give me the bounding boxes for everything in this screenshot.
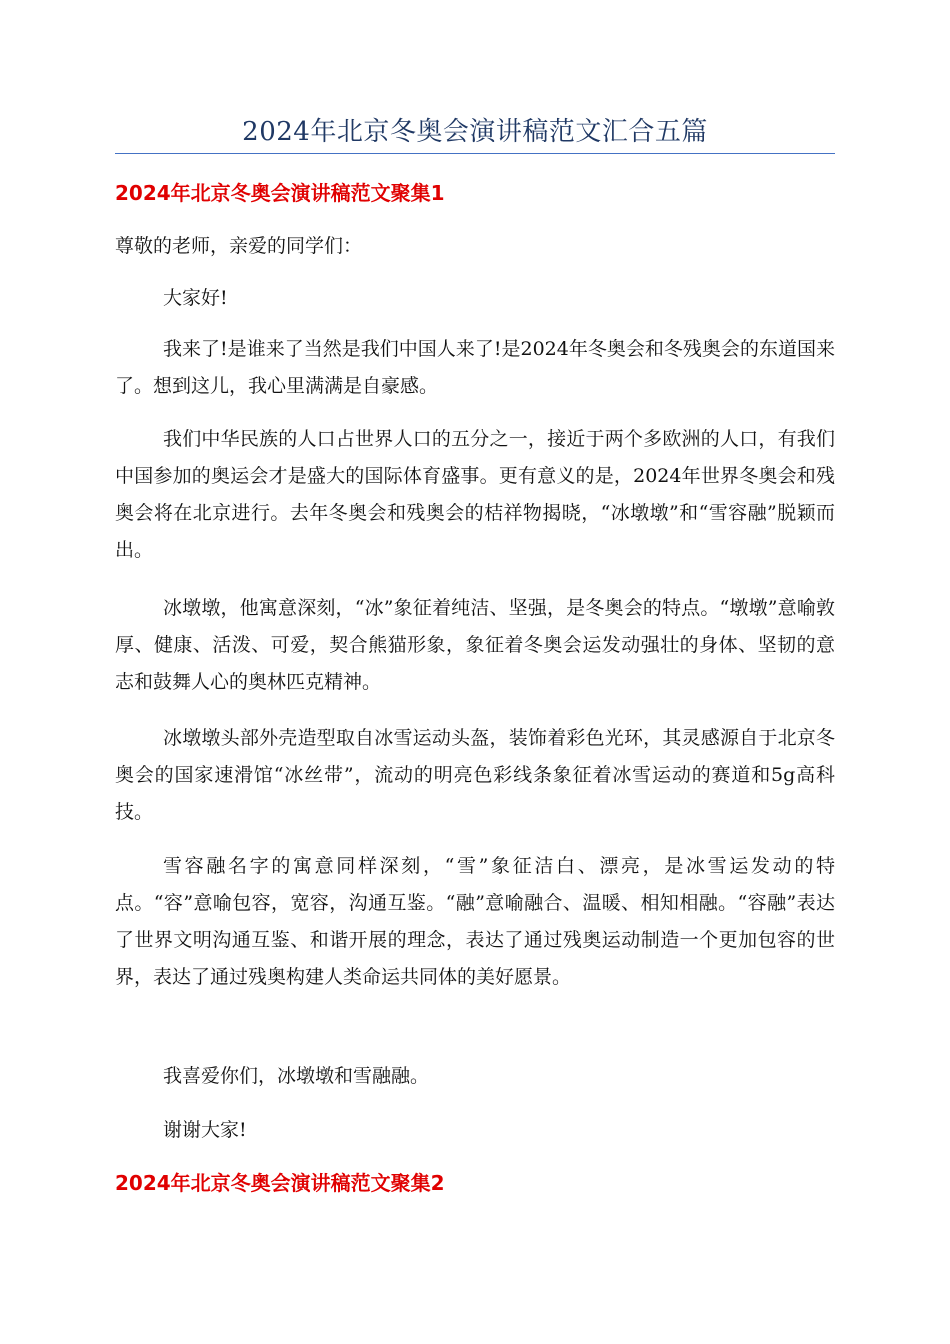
paragraph-greeting: 大家好! — [163, 287, 228, 309]
paragraph-shuey-rhon-rhon: 雪容融名字的寓意同样深刻，“雪”象征洁白、漂亮，是冰雪运发动的特点。“容”意喻包容，宽容，沟通互鉴。“融”意喻融合、温暖、相知相融。“容融”表达了世界文明沟通互鉴、和谐开展的理念，表达了通过残奥运动制造一个更加包容的世界，表达了通过残奥构建人类命运共同体的美好愿景。 — [115, 855, 835, 988]
section-heading-2: 2024年北京冬奥会演讲稿范文聚集2 — [115, 1171, 445, 1195]
paragraph-bing-dwen-dwen: 冰墩墩，他寓意深刻，“冰”象征着纯洁、坚强，是冬奥会的特点。“墩墩”意喻敦厚、健康、活泼、可爱，契合熊猫形象，象征着冬奥会运发动强壮的身体、坚韧的意志和鼓舞人心的奥林匹克精神。 — [115, 597, 835, 693]
paragraph-helmet-design: 冰墩墩头部外壳造型取自冰雪运动头盔，装饰着彩色光环，其灵感源自于北京冬奥会的国家速滑馆“冰丝带”，流动的明亮色彩线条象征着冰雪运动的赛道和5g高科技。 — [115, 727, 835, 823]
document-title: 2024年北京冬奥会演讲稿范文汇合五篇 — [242, 117, 708, 147]
section-heading-1: 2024年北京冬奥会演讲稿范文聚集1 — [115, 181, 445, 205]
paragraph-host-country: 我来了!是谁来了当然是我们中国人来了!是2024年冬奥会和冬残奥会的东道国来了。想到这儿，我心里满满是自豪感。 — [115, 338, 835, 397]
paragraph-closing-love: 我喜爱你们，冰墩墩和雪融融。 — [163, 1065, 430, 1087]
title-underline — [115, 153, 835, 154]
paragraph-thanks: 谢谢大家! — [163, 1119, 247, 1141]
salutation: 尊敬的老师，亲爱的同学们： — [115, 235, 363, 257]
paragraph-population: 我们中华民族的人口占世界人口的五分之一，接近于两个多欧洲的人口，有我们中国参加的奥运会才是盛大的国际体育盛事。更有意义的是，2024年世界冬奥会和残奥会将在北京进行。去年冬奥会和残奥会的桔祥物揭晓，“冰墩墩”和“雪容融”脱颖而出。 — [115, 428, 835, 561]
